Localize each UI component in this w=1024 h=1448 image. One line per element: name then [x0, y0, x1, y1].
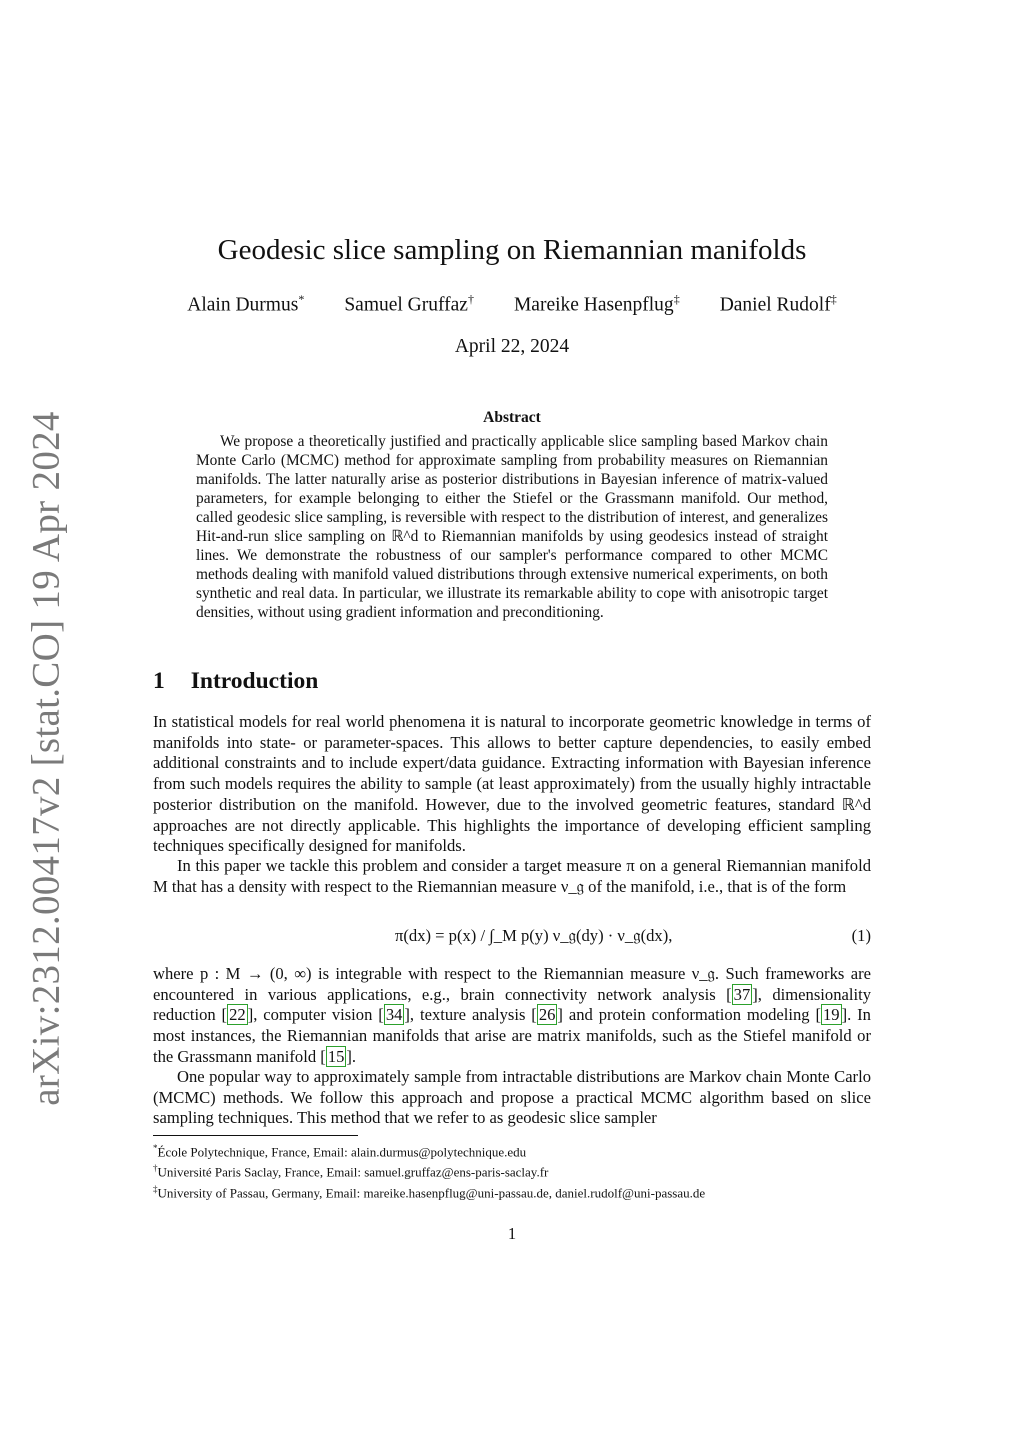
citation-link[interactable]: 34	[385, 1005, 403, 1025]
footnote: *École Polytechnique, France, Email: alain.durmus@polytechnique.edu	[153, 1143, 527, 1160]
author: Alain Durmus*	[187, 292, 305, 316]
arxiv-identifier-stamp	[20, 410, 72, 1106]
intro-paragraph-4: One popular way to approximately sample from intractable distributions are Markov chain Monte Carlo (MCMC) methods. We follow this approach and propose a practical MCMC algorithm based on slice sampling techniques. This method that we refer to as geodesic slice sampler	[153, 1067, 871, 1128]
equation-1	[153, 910, 871, 962]
footnote: †Université Paris Saclay, France, Email: samuel.gruffaz@ens-paris-saclay.fr	[153, 1163, 549, 1180]
author: Daniel Rudolf‡	[719, 292, 837, 316]
equation-number: (1)	[851, 926, 871, 945]
author: Samuel Gruffaz†	[344, 292, 474, 316]
section-heading	[153, 668, 318, 695]
abstract-heading: Abstract	[483, 409, 541, 426]
footnote: ‡University of Passau, Germany, Email: mareike.hasenpflug@uni-passau.de, daniel.rudolf@uni-passau.de	[153, 1183, 706, 1200]
footnote-rule	[153, 1135, 358, 1136]
equation-body: π(dx) = p(x) / ∫_M p(y) ν_𝔤(dy) · ν_𝔤(dx),	[395, 926, 673, 945]
arxiv-identifier-text: arXiv:2312.00417v2 [stat.CO] 19 Apr 2024	[24, 410, 68, 1106]
section-title: Introduction	[190, 668, 319, 694]
author-list	[0, 292, 1024, 317]
intro-paragraph-2: In this paper we tackle this problem and consider a target measure π on a general Riemannian manifold M that has a density with respect to the Riemannian measure ν_𝔤 of the manifold, i.e., that is of the form	[153, 856, 871, 896]
citation-link[interactable]: 22	[229, 1005, 246, 1025]
citation-link[interactable]: 26	[538, 1005, 556, 1025]
intro-paragraph-3: where p : M → (0, ∞) is integrable with respect to the Riemannian measure ν_𝔤. Such frameworks are encountered in various applications, e.g., brain connectivity network analysis [ 37 ], dimensionality reduction [ 22 ], computer vision [ 34 ], texture analysis [ 26 ] and protein conformation modeling [ 19 ]. In most instances, the Riemannian manifolds that arise are matrix manifolds, such as the Stiefel manifold or the Grassmann manifold [ 15 ].	[153, 964, 871, 1066]
citation-link[interactable]: 19	[822, 1005, 840, 1025]
abstract-text: We propose a theoretically justified and practically applicable slice sampling based Markov chain Monte Carlo (MCMC) method for approximate sampling from probability measures on Riemannian manifolds. The latter naturally arise as posterior distributions in Bayesian inference of matrix-valued parameters, for example belonging to either the Stiefel or the Grassmann manifold. Our method, called geodesic slice sampling, is reversible with respect to the distribution of interest, and generalizes Hit-and-run slice sampling on ℝ^d to Riemannian manifolds by using geodesics instead of straight lines. We demonstrate the robustness of our sampler's performance compared to other MCMC methods dealing with manifold valued distributions through extensive numerical experiments, on both synthetic and real data. In particular, we illustrate its remarkable ability to cope with anisotropic target densities, without using gradient information and preconditioning.	[196, 433, 828, 621]
page-number: 1	[507, 1224, 517, 1243]
citation-link[interactable]: 37	[733, 984, 751, 1004]
intro-paragraph-1: In statistical models for real world phenomena it is natural to incorporate geometric knowledge in terms of manifolds into state- or parameter-spaces. This allows to better capture dependencies, to easily embed additional constraints and to include expert/data guidance. Extracting information with Bayesian inference from such models requires the ability to sample (at least approximately) from the usually highly intractable posterior distribution on the manifold. However, due to the involved geometric features, standard ℝ^d approaches are not directly applicable. This highlights the importance of developing efficient sampling techniques specifically designed for manifolds.	[153, 712, 871, 856]
citation-link[interactable]: 15	[327, 1046, 345, 1066]
section-number: 1	[153, 668, 165, 694]
publication-date: April 22, 2024	[454, 336, 570, 357]
footnotes	[153, 1140, 873, 1201]
author: Mareike Hasenpflug‡	[513, 292, 680, 316]
paper-title: Geodesic slice sampling on Riemannian manifolds	[217, 234, 807, 266]
